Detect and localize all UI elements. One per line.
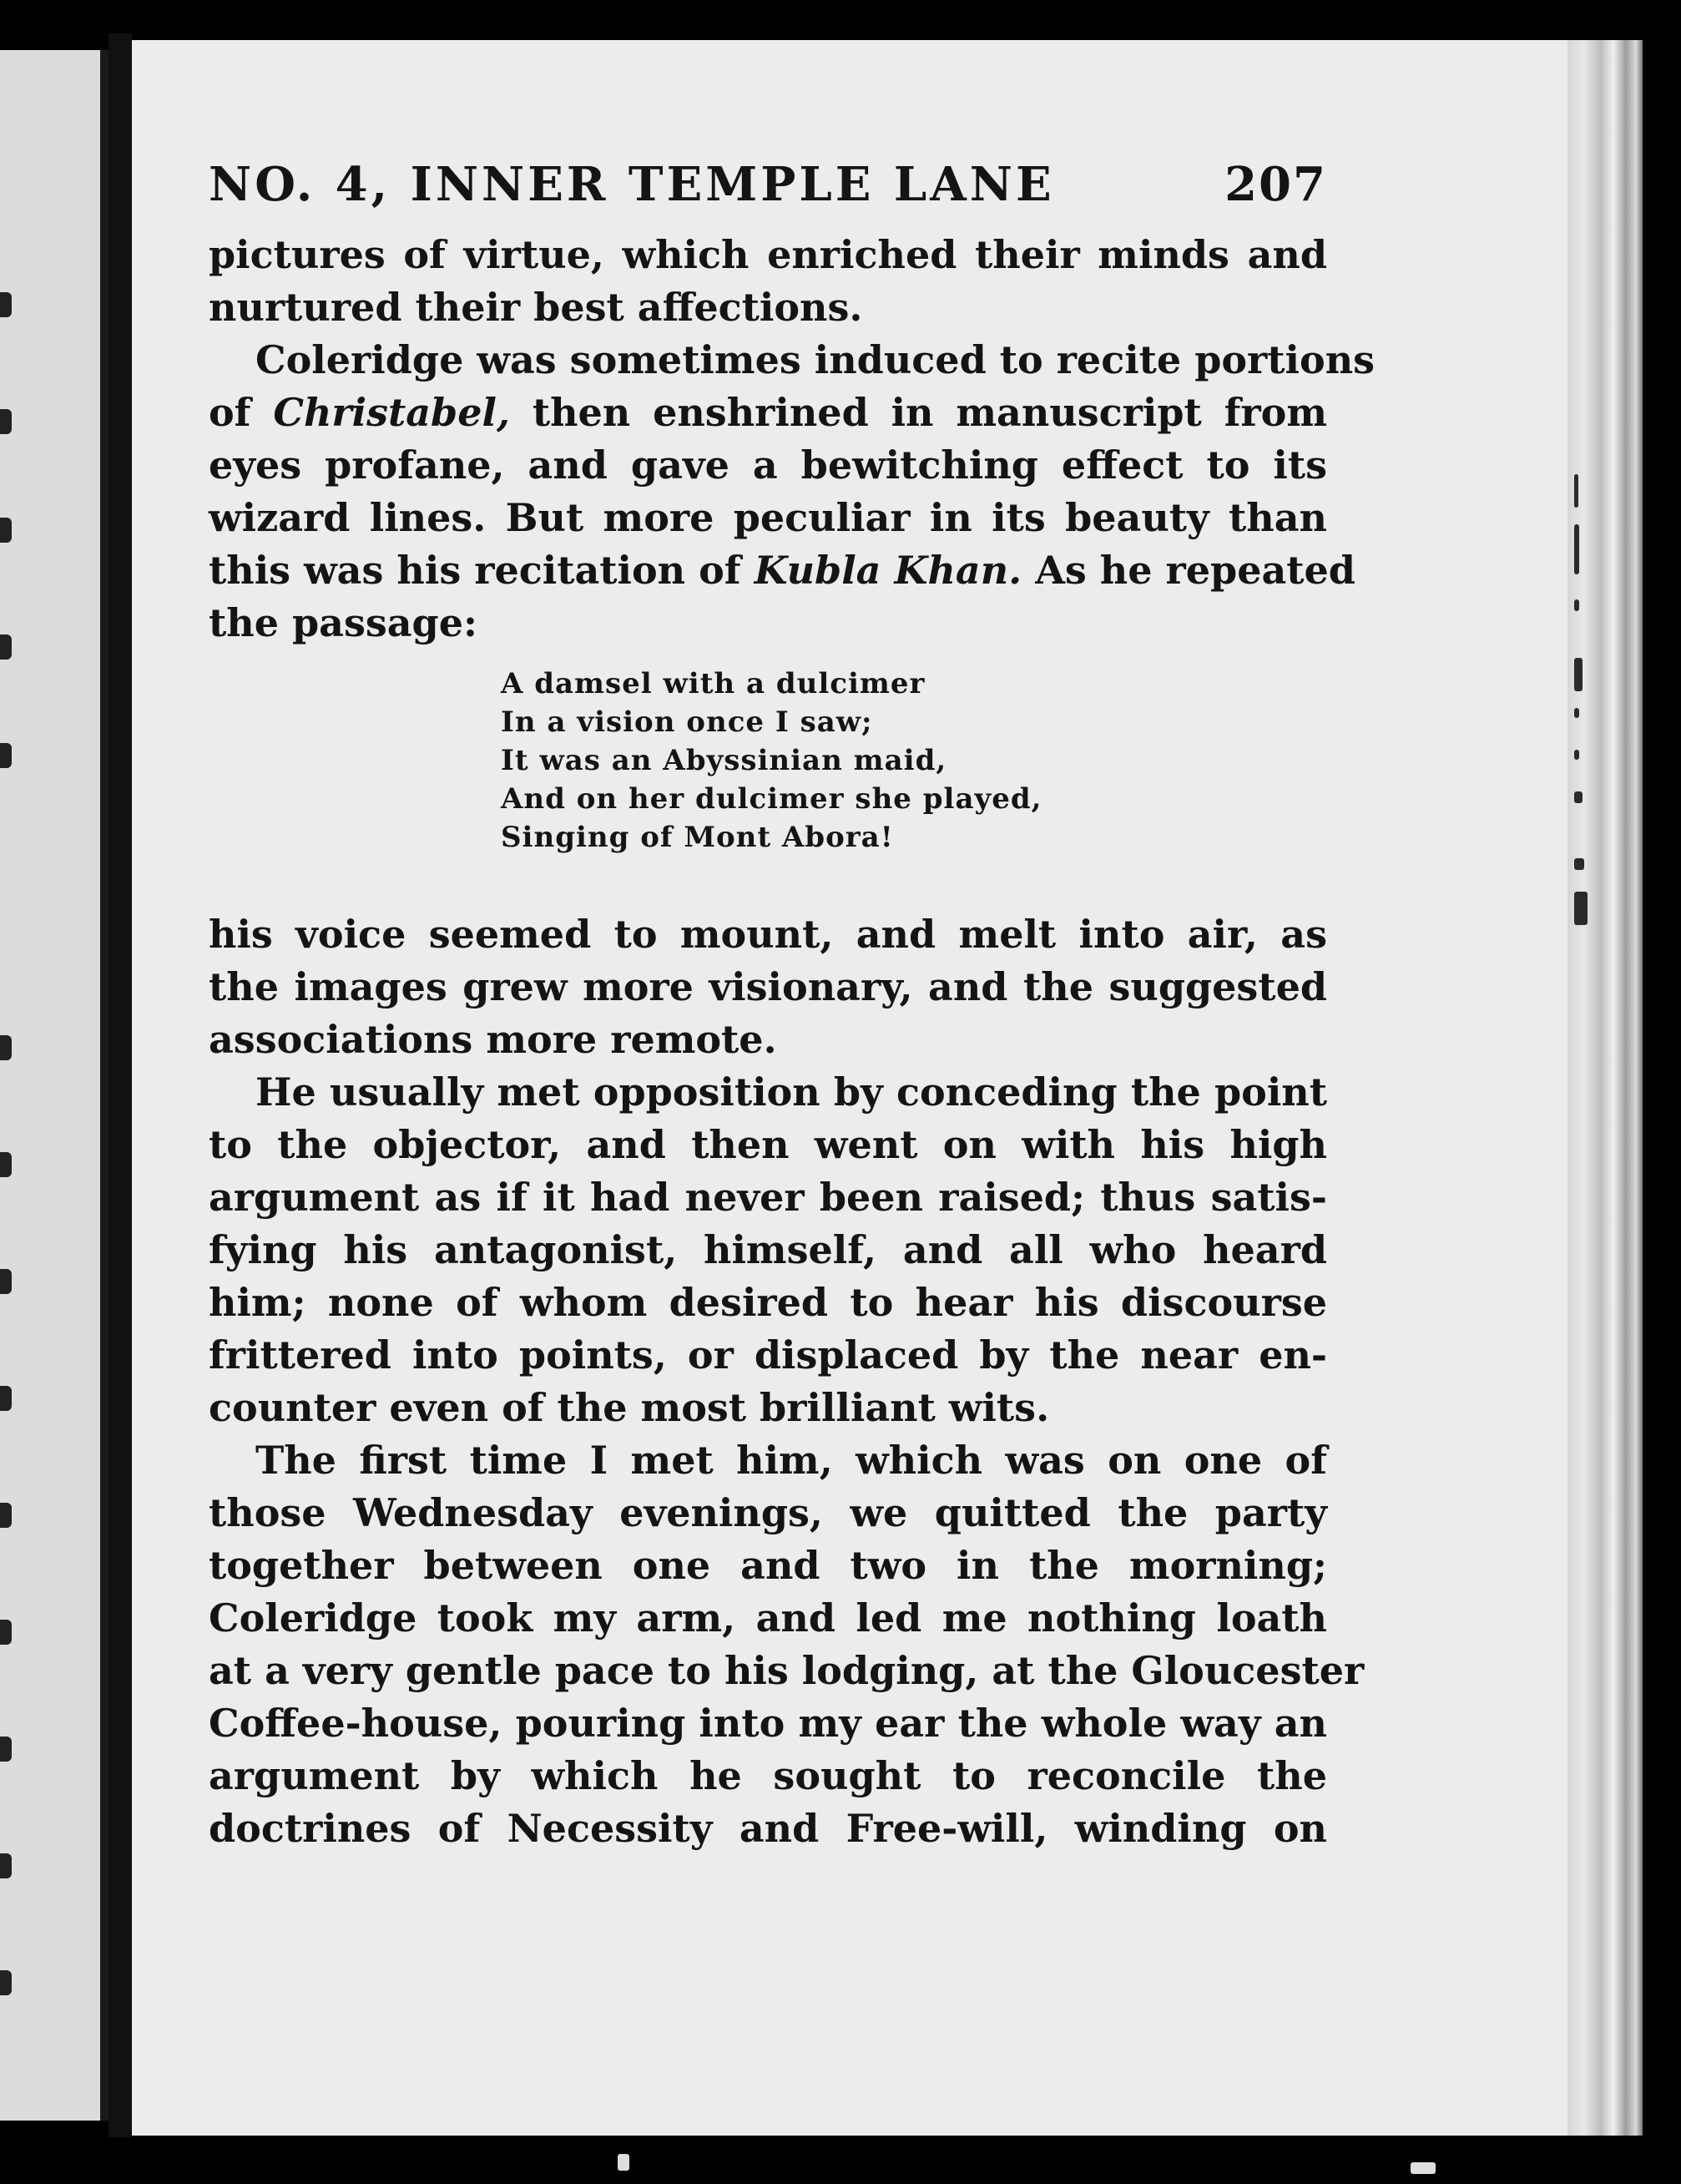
- text-line: Coleridge was sometimes induced to recite portions: [255, 337, 1376, 382]
- text-line: wizard lines. But more peculiar in its beauty than: [209, 495, 1327, 540]
- page-stack-edge: [1567, 40, 1643, 2136]
- book-page: [132, 40, 1567, 2136]
- text-line: those Wednesday evenings, we quitted the party: [209, 1490, 1327, 1535]
- text-line: frittered into points, or displaced by the near en-: [209, 1332, 1327, 1378]
- edge-mark: [1574, 708, 1579, 718]
- text-line: The first time I met him, which was on one of: [255, 1438, 1327, 1483]
- text-line: He usually met opposition by conceding the point: [255, 1069, 1327, 1115]
- book-gutter: [109, 33, 132, 2137]
- running-head: [209, 157, 1327, 229]
- paragraph: [209, 908, 1327, 1066]
- text-line: the passage:: [209, 600, 477, 645]
- text-line: this was his recitation of Kubla Khan. As he repeated: [209, 548, 1355, 593]
- text-line: him; none of whom desired to hear his discourse: [209, 1280, 1327, 1325]
- edge-mark: [1574, 658, 1583, 691]
- facing-page-text-fragment: [0, 518, 12, 543]
- text-line: his voice seemed to mount, and melt into air, as: [209, 912, 1327, 957]
- text-line: argument as if it had never been raised; thus satis-: [209, 1175, 1327, 1220]
- paragraph: [209, 229, 1327, 334]
- text-line: at a very gentle pace to his lodging, at the Gloucester: [209, 1648, 1365, 1693]
- paragraph: [209, 334, 1376, 650]
- edge-mark: [1574, 892, 1588, 925]
- edge-mark: [1574, 750, 1579, 760]
- facing-page-text-fragment: [0, 1503, 12, 1528]
- facing-page-text-fragment: [0, 292, 12, 317]
- text-line: of Christabel, then enshrined in manuscript from: [209, 390, 1327, 435]
- text-line: doctrines of Necessity and Free-will, winding on: [209, 1806, 1327, 1851]
- text-line: Coleridge took my arm, and led me nothing loath: [209, 1595, 1327, 1641]
- facing-page-text-fragment: [0, 1853, 12, 1878]
- verse-line: Singing of Mont Abora!: [501, 821, 894, 854]
- scan-speck: [1411, 2162, 1436, 2174]
- text-line: argument by which he sought to reconcile the: [209, 1753, 1327, 1798]
- text-line: to the objector, and then went on with his high: [209, 1122, 1327, 1167]
- edge-mark: [1574, 791, 1583, 803]
- page-number: 207: [1224, 157, 1327, 212]
- text-line: counter even of the most brilliant wits.: [209, 1385, 1050, 1430]
- text-line: eyes profane, and gave a bewitching effect to its: [209, 442, 1327, 488]
- paragraph: [209, 1434, 1365, 1855]
- verse-line: In a vision once I saw;: [501, 705, 873, 739]
- text-line: the images grew more visionary, and the suggested: [209, 964, 1327, 1009]
- edge-mark: [1574, 524, 1579, 574]
- verse-line: A damsel with a dulcimer: [501, 667, 926, 700]
- facing-page-text-fragment: [0, 1269, 12, 1294]
- edge-mark: [1574, 858, 1584, 870]
- facing-page-text-fragment: [0, 1035, 12, 1060]
- facing-page-edge: [0, 50, 109, 2121]
- facing-page-text-fragment: [0, 1152, 12, 1177]
- verse-quotation: [501, 665, 1327, 857]
- text-line: fying his antagonist, himself, and all who heard: [209, 1227, 1327, 1272]
- scan-speck: [618, 2154, 629, 2171]
- text-line: Coffee-house, pouring into my ear the whole way an: [209, 1701, 1327, 1746]
- text-line: nurtured their best affections.: [209, 285, 863, 330]
- edge-mark: [1574, 474, 1578, 508]
- facing-page-text-fragment: [0, 1970, 12, 1995]
- running-head-title: NO. 4, INNER TEMPLE LANE: [209, 157, 1055, 212]
- facing-page-text-fragment: [0, 1620, 12, 1645]
- text-line: pictures of virtue, which enriched their minds and: [209, 232, 1327, 277]
- facing-page-text-fragment: [0, 743, 12, 768]
- verse-line: It was an Abyssinian maid,: [501, 744, 947, 777]
- paragraphs-after-verse: [209, 908, 1365, 1855]
- paragraph: [209, 1066, 1327, 1434]
- facing-page-text-fragment: [0, 1386, 12, 1411]
- text-line: associations more remote.: [209, 1017, 777, 1062]
- facing-page-text-fragment: [0, 1737, 12, 1762]
- paragraphs-before-verse: [209, 229, 1376, 650]
- facing-page-text-fragment: [0, 409, 12, 434]
- page-text: [209, 157, 1376, 1855]
- text-line: together between one and two in the morning;: [209, 1543, 1327, 1588]
- facing-page-text-fragment: [0, 634, 12, 660]
- verse-line: And on her dulcimer she played,: [501, 782, 1042, 816]
- edge-mark: [1574, 599, 1579, 611]
